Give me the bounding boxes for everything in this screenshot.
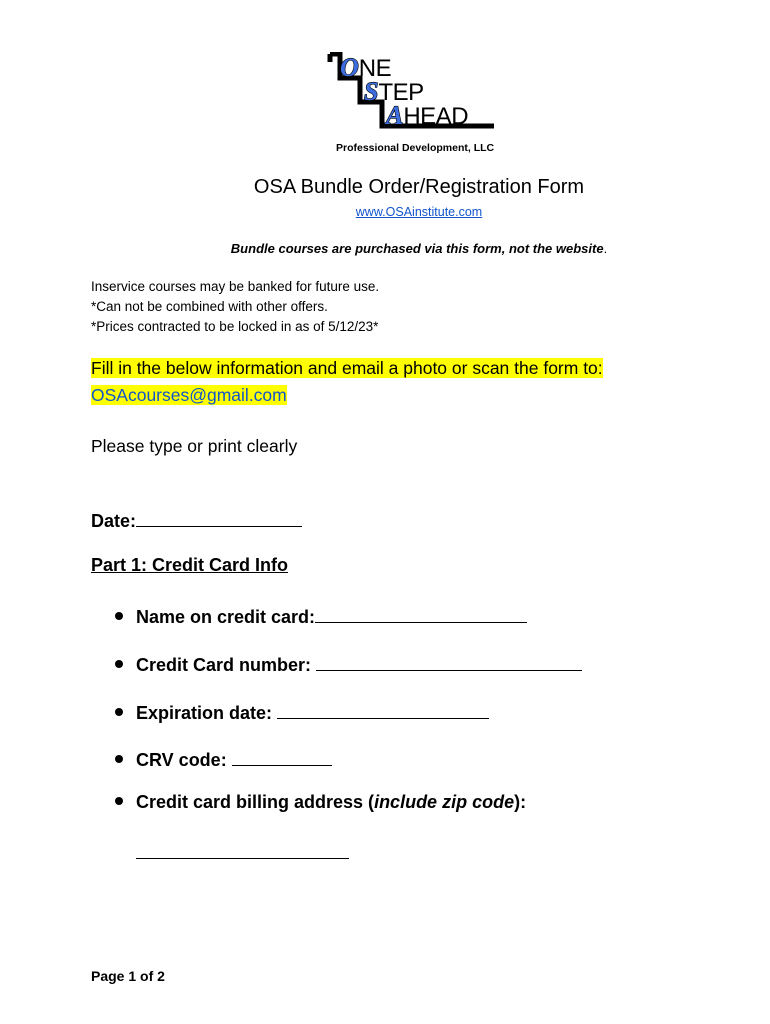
billing-address-blank-line[interactable] — [136, 858, 349, 859]
expiration-date-label: Expiration date: — [136, 703, 278, 723]
bullet-icon — [115, 797, 123, 805]
crv-code-label: CRV code: — [136, 750, 232, 770]
email-instruction — [91, 358, 603, 379]
date-blank-line[interactable] — [136, 506, 302, 527]
logo-letter-o: O — [340, 53, 359, 82]
logo-letter-a: A — [386, 101, 404, 130]
note-no-combine: *Can not be combined with other offers. — [91, 299, 328, 314]
card-number-blank-line[interactable] — [316, 650, 582, 671]
name-on-card-field — [115, 602, 527, 628]
billing-address-label-end: ): — [514, 792, 527, 812]
billing-address-field — [115, 792, 526, 813]
email-address-text[interactable]: OSAcourses@gmail.com — [91, 385, 287, 405]
email-instruction-text: Fill in the below information and email a photo or scan the form to: — [91, 358, 603, 378]
crv-code-field — [115, 745, 332, 771]
one-step-ahead-logo-graphic — [326, 52, 502, 158]
name-on-card-blank-line[interactable] — [315, 602, 527, 623]
website-link[interactable]: www.OSAinstitute.com — [355, 205, 483, 219]
logo-subtitle: Professional Development, LLC — [336, 142, 495, 154]
bundle-note-period: . — [603, 241, 608, 256]
part1-heading: Part 1: Credit Card Info — [91, 555, 289, 575]
note-prices-locked: *Prices contracted to be locked in as of 5/12/23* — [91, 319, 379, 334]
bullet-icon — [115, 612, 123, 620]
bundle-note — [0, 241, 770, 256]
bullet-icon — [115, 708, 123, 716]
bullet-icon — [115, 755, 123, 763]
form-title: OSA Bundle Order/Registration Form — [253, 176, 585, 198]
billing-address-zip-hint: include zip code — [374, 792, 515, 812]
card-number-label: Credit Card number: — [136, 655, 317, 675]
svg-text:AHEAD — [384, 101, 468, 130]
bundle-note-text: Bundle courses are purchased via this form, not the website — [230, 241, 604, 256]
page-number: Page 1 of 2 — [91, 968, 165, 984]
logo-word-head: HEAD — [403, 103, 469, 130]
billing-address-label-start: Credit card billing address ( — [136, 792, 375, 812]
expiration-date-blank-line[interactable] — [277, 698, 489, 719]
company-logo — [326, 52, 502, 158]
crv-code-blank-line[interactable] — [232, 745, 332, 766]
name-on-card-label: Name on credit card: — [136, 607, 316, 627]
logo-letter-s: S — [364, 77, 379, 106]
print-clearly-note: Please type or print clearly — [91, 436, 298, 456]
logo-word-ne: NE — [358, 55, 392, 82]
bullet-icon — [115, 660, 123, 668]
date-label: Date: — [91, 511, 137, 531]
date-field — [91, 506, 302, 532]
expiration-date-field — [115, 698, 489, 724]
email-address[interactable] — [91, 385, 287, 406]
logo-word-tep: TEP — [378, 79, 424, 106]
note-banked: Inservice courses may be banked for future use. — [91, 279, 380, 294]
card-number-field — [115, 650, 582, 676]
